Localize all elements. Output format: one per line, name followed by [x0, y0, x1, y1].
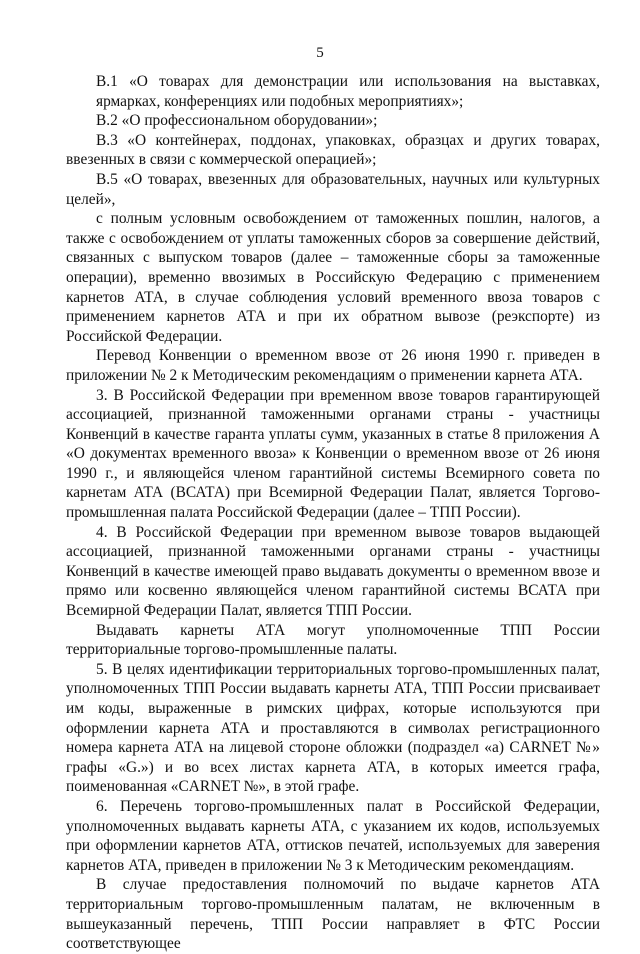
paragraph-b2: В.2 «О профессиональном оборудовании»; [96, 112, 378, 130]
paragraph-translation-note: Перевод Конвенции о временном ввозе от 26 июня 1990 г. приведен в приложении № 2 к Методическим рекомендациям о применении карнета АТА. [66, 347, 600, 384]
paragraph-b3: В.3 «О контейнерах, поддонах, упаковках, образцах и других товарах, ввезенных в связи с коммерческой операцией»; [66, 131, 600, 169]
paragraph-item-3: 3. В Российской Федерации при временном ввозе товаров гарантирующей ассоциацией, признанной таможенными органами страны - участницы Конвенций в качестве гаранта уплаты сумм, указанных в статье 8 приложения А «О документах временного ввоза» к Конвенции о временном ввозе от 26 июня 1990 г., и являющейся членом гарантийной системы Всемирного совета по карнетам АТА (ВСАТА) при Всемирной Федерации Палат, является Торгово-промышленная палата Российской Федерации (далее – ТПП России). [66, 386, 600, 522]
paragraph-item-6: 6. Перечень торгово-промышленных палат в Российской Федерации, уполномоченных выдавать карнеты АТА, с указанием их кодов, используемых при оформлении карнетов АТА, оттисков печатей, используемых для заверения карнетов АТА, приведен в приложении № 3 к Методическим рекомендациям. [66, 797, 600, 874]
paragraph-b5: В.5 «О товарах, ввезенных для образовательных, научных или культурных целей», [66, 170, 600, 208]
paragraph-issuers: Выдавать карнеты АТА могут уполномоченные ТПП России территориальные торгово-промышленные палаты. [66, 621, 600, 659]
paragraph-item-4: 4. В Российской Федерации при временном вывозе товаров выдающей ассоциацией, признанной таможенными органами страны - участницы Конвенций в качестве имеющей право выдавать документы о временном ввозе и прямо или косвенно являющейся членом гарантийной системы ВСАТА при Всемирной Федерации Палат, является ТПП России. [66, 523, 600, 620]
paragraph-exemption: с полным условным освобождением от таможенных пошлин, налогов, а также с освобождением от уплаты таможенных сборов за совершение действий, связанных с выпуском товаров (далее – таможенные сборы за таможенные операции), временно ввозимых в Российскую Федерацию с применением карнетов АТА, в случае соблюдения условий временного ввоза товаров с применением карнетов АТА и при их обратном вывозе (реэкспорте) из Российской Федерации. [66, 210, 600, 345]
page-number: 5 [316, 45, 324, 61]
paragraph-authority-note: В случае предоставления полномочий по выдаче карнетов АТА территориальным торгово-промышленным палатам, не включенным в вышеуказанный перечень, ТПП России направляет в ФТС России соответствующее [66, 876, 600, 953]
document-body [66, 72, 600, 954]
paragraph-b1: В.1 «О товарах для демонстрации или использования на выставках, ярмарках, конференциях или подобных мероприятиях»; [96, 73, 600, 110]
paragraph-item-5: 5. В целях идентификации территориальных торгово-промышленных палат, уполномоченных ТПП России выдавать карнеты АТА, ТПП России присваивает им коды, выраженные в римских цифрах, которые используются при оформлении карнета АТА и проставляются в символах регистрационного номера карнета АТА на лицевой стороне обложки (подраздел «а) CARNET №» графы «G.») и во всех листах карнета АТА, в которых имеется графа, поименованная «CARNET №», в этой графе. [66, 660, 600, 796]
